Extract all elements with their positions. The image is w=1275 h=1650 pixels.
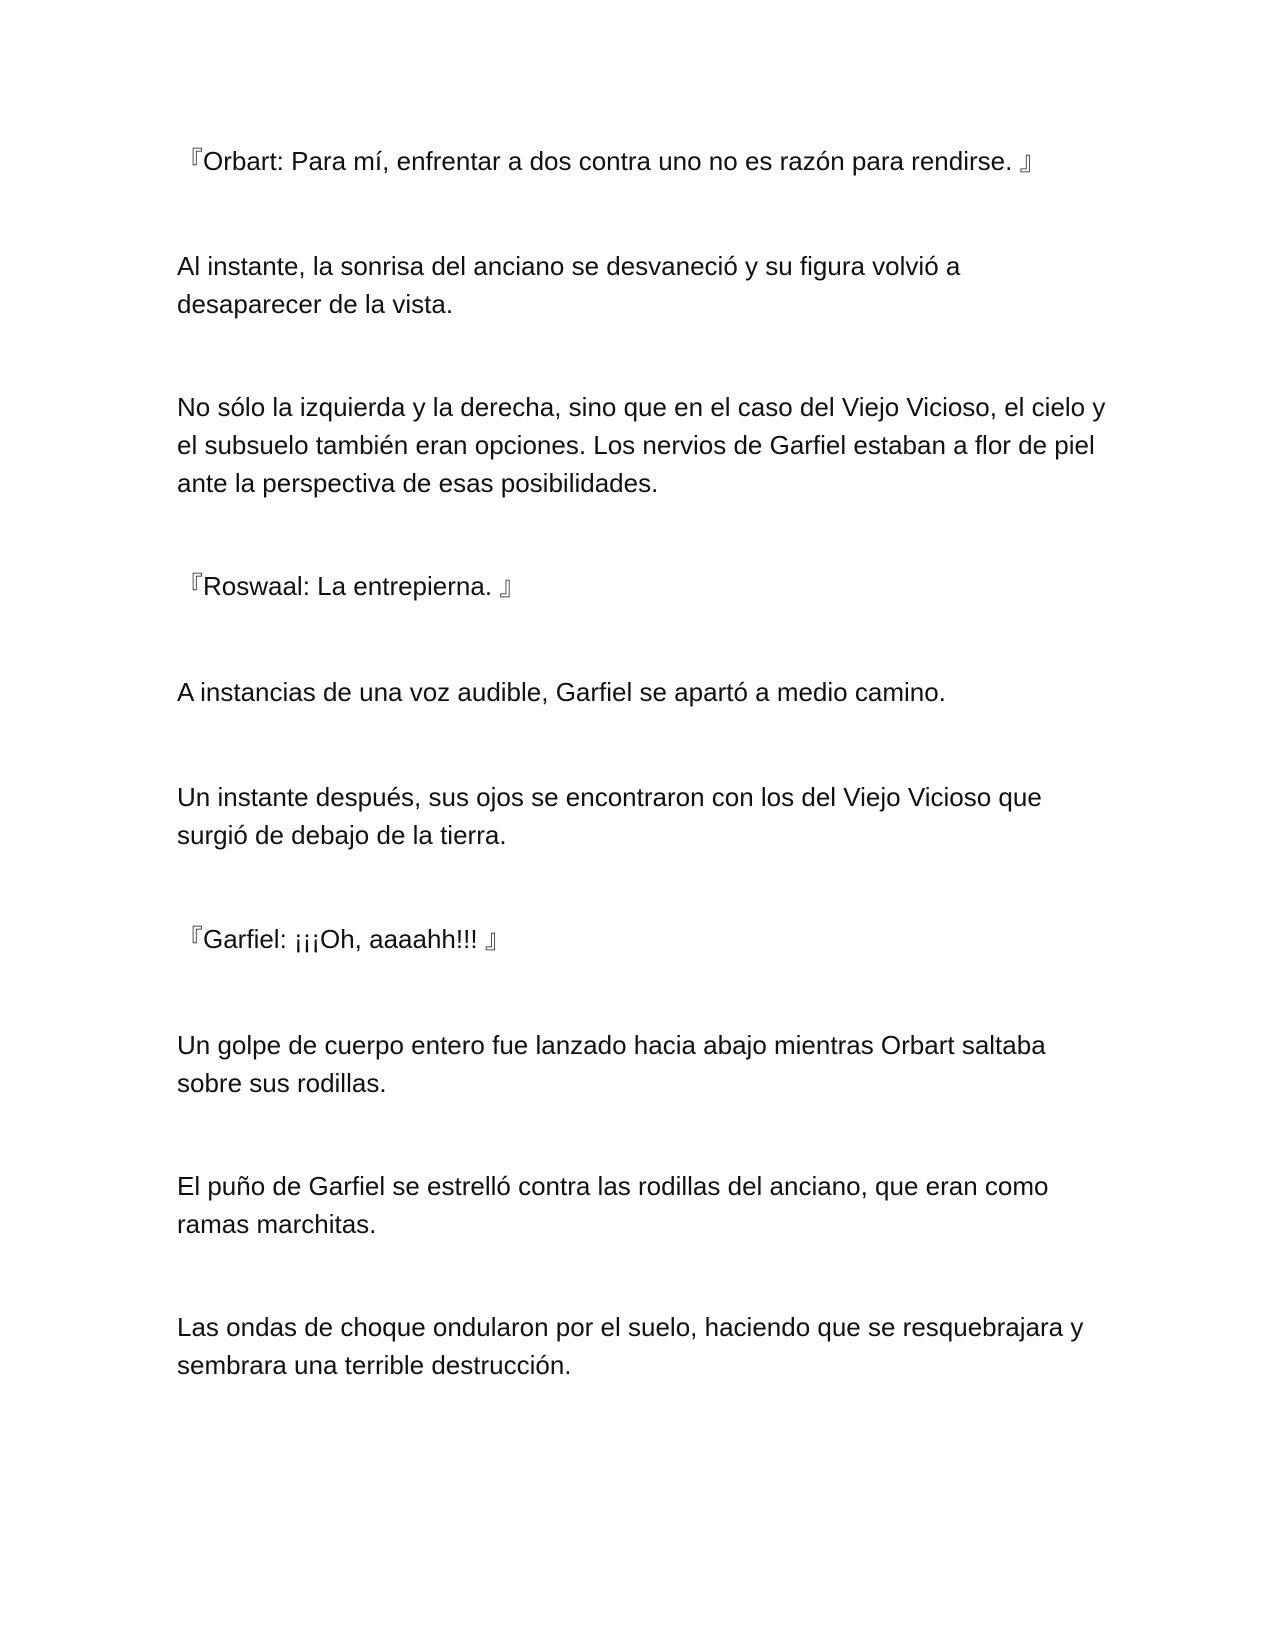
narration-paragraph-6: El puño de Garfiel se estrelló contra las rodillas del anciano, que eran como ramas marchitas. [177,1171,1049,1239]
narration-paragraph-3: A instancias de una voz audible, Garfiel se apartó a medio camino. [177,677,946,707]
dialogue-orbart: 『Orbart: Para mí, enfrentar a dos contra uno no es razón para rendirse. 』 [177,146,1046,176]
narration-paragraph-2: No sólo la izquierda y la derecha, sino que en el caso del Viejo Vicioso, el cielo y el subsuelo también eran opciones. Los nervios de Garfiel estaban a flor de piel ante la perspectiva de esas posibilidades. [177,392,1106,498]
narration-paragraph-4: Un instante después, sus ojos se encontraron con los del Viejo Vicioso que surgió de debajo de la tierra. [177,782,1042,850]
narration-paragraph-1: Al instante, la sonrisa del anciano se desvaneció y su figura volvió a desaparecer de la vista. [177,251,961,319]
dialogue-garfiel: 『Garfiel: ¡¡¡Oh, aaaahh!!! 』 [177,924,511,954]
narration-paragraph-7: Las ondas de choque ondularon por el suelo, haciendo que se resquebrajara y sembrara una terrible destrucción. [177,1312,1084,1380]
dialogue-roswaal: 『Roswaal: La entrepierna. 』 [177,571,526,601]
narration-paragraph-5: Un golpe de cuerpo entero fue lanzado hacia abajo mientras Orbart saltaba sobre sus rodillas. [177,1030,1046,1098]
